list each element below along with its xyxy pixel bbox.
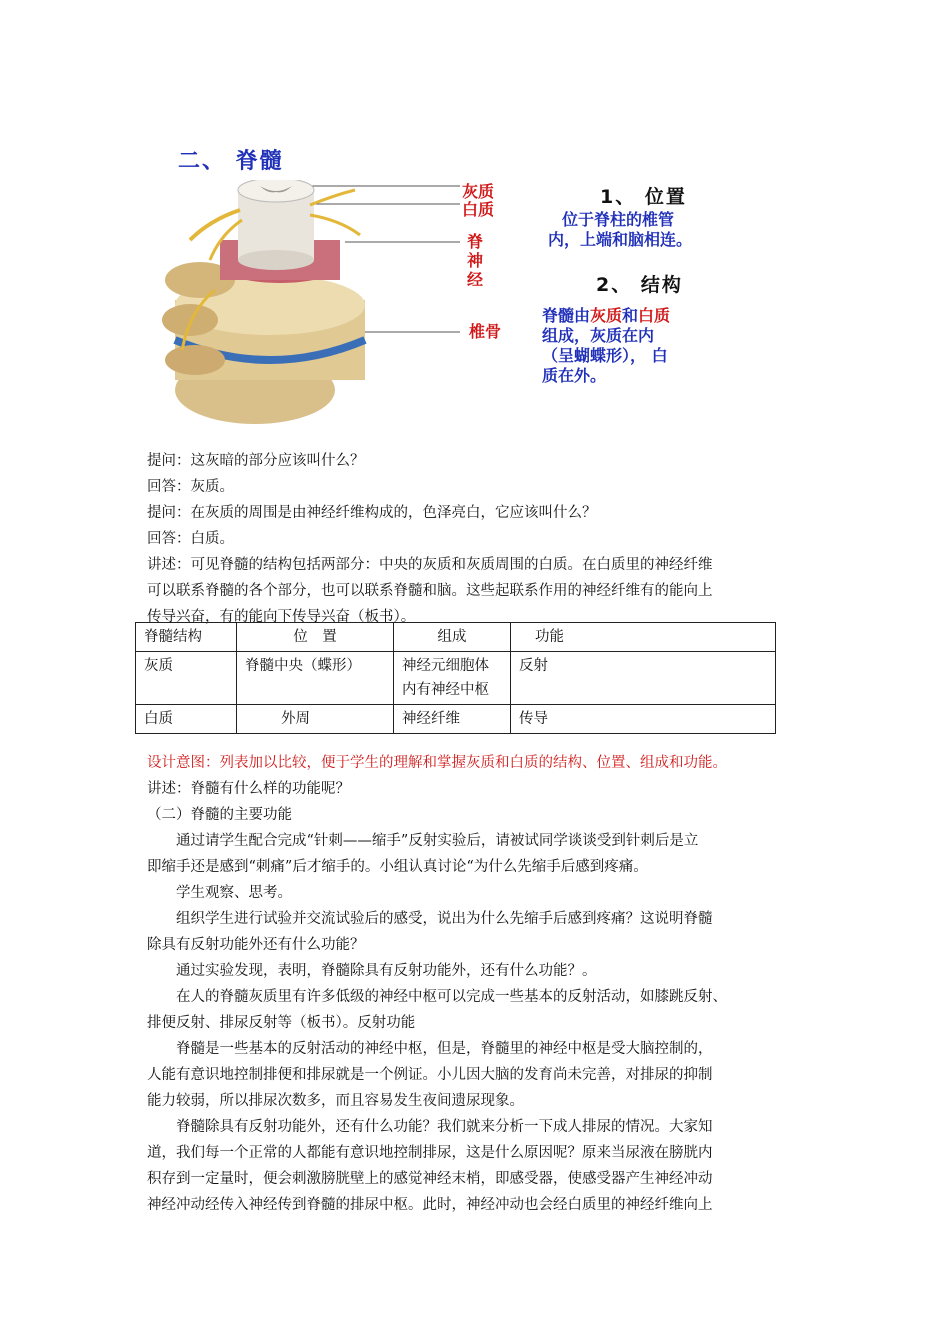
body-line: 通过实验发现，表明，脊髓除具有反射功能外，还有什么功能？。 (176, 963, 597, 979)
body-line: 通过请学生配合完成“针刺——缩手”反射实验后，请被试同学谈谈受到针刺后是立 (176, 833, 699, 849)
design-note: 设计意图：列表加以比较，便于学生的理解和掌握灰质和白质的结构、位置、组成和功能。 (147, 755, 727, 771)
comparison-table (135, 622, 776, 734)
label-gray-matter: 灰质 (462, 182, 495, 201)
body-line: 除具有反射功能外还有什么功能？ (147, 937, 365, 953)
body-line: 人能有意识地控制排便和排尿就是一个例证。小儿因大脑的发育尚未完善，对排尿的抑制 (147, 1067, 713, 1083)
dialog-line: 可以联系脊髓的各个部分，也可以联系脊髓和脑。这些起联系作用的神经纤维有的能向上 (147, 583, 713, 599)
label-white-matter: 白质 (462, 200, 495, 219)
label-spinal-nerve: 脊 神 经 (466, 232, 483, 289)
dialog-line: 传导兴奋，有的能向下传导兴奋（板书）。 (147, 609, 416, 625)
body-line: 道，我们每一个正常的人都能有意识地控制排尿，这是什么原因呢？原来当尿液在膀胱内 (147, 1145, 713, 1161)
body-line: 神经冲动经传入神经传到脊髓的排尿中枢。此时，神经冲动也会经白质里的神经纤维向上 (147, 1197, 713, 1213)
dialog-line: 回答：白质。 (147, 531, 234, 547)
dialog-line: 讲述：可见脊髓的结构包括两部分：中央的灰质和灰质周围的白质。在白质里的神经纤维 (147, 557, 713, 573)
table-header-row: 脊髓结构 位 置 组成 功能 (136, 623, 776, 652)
table-row: 白质 外周 神经纤维 传导 (136, 705, 776, 734)
body-line: （二）脊髓的主要功能 (147, 807, 292, 823)
position-line-2: 内，上端和脑相连。 (548, 230, 693, 249)
dialog-block (147, 448, 827, 630)
body-line: 学生观察、思考。 (176, 885, 292, 901)
structure-text: 脊髓由灰质和白质 组成，灰质在内 （呈蝴蝶形）， 白 质在外。 (542, 306, 671, 385)
dialog-line: 提问：这灰暗的部分应该叫什么？ (147, 453, 365, 469)
body-line: 脊髓除具有反射功能外，还有什么功能？我们就来分析一下成人排尿的情况。大家知 (176, 1119, 713, 1135)
body-line: 能力较弱，所以排尿次数多，而且容易发生夜间遗尿现象。 (147, 1093, 524, 1109)
body-line: 积存到一定量时，便会刺激膀胱壁上的感觉神经末梢，即感受器，使感受器产生神经冲动 (147, 1171, 713, 1187)
heading-structure: 2、 结构 (596, 274, 683, 296)
body-line: 组织学生进行试验并交流试验后的感受，说出为什么先缩手后感到疼痛？这说明脊髓 (176, 911, 713, 927)
body-line: 在人的脊髓灰质里有许多低级的神经中枢可以完成一些基本的反射活动，如膝跳反射、 (176, 989, 727, 1005)
dialog-line: 提问：在灰质的周围是由神经纤维构成的，色泽亮白，它应该叫什么？ (147, 505, 597, 521)
dialog-line: 回答：灰质。 (147, 479, 234, 495)
body-text (147, 776, 827, 1218)
label-vertebra: 椎骨 (469, 322, 502, 341)
slide-title: 二、 脊髓 (178, 149, 284, 174)
table-row: 灰质 脊髓中央（蝶形） 神经元细胞体 内有神经中枢 反射 (136, 652, 776, 705)
slide-figure (160, 140, 770, 440)
position-line-1: 位于脊柱的椎管 (562, 210, 675, 229)
body-line: 脊髓是一些基本的反射活动的神经中枢，但是，脊髓里的神经中枢是受大脑控制的， (176, 1041, 713, 1057)
heading-position: 1、 位置 (600, 186, 687, 208)
body-line: 排便反射、排尿反射等（板书）。反射功能 (147, 1015, 416, 1031)
body-line: 即缩手还是感到“刺痛”后才缩手的。小组认真讨论“为什么先缩手后感到疼痛。 (147, 859, 648, 875)
body-line: 讲述：脊髓有什么样的功能呢？ (147, 781, 350, 797)
